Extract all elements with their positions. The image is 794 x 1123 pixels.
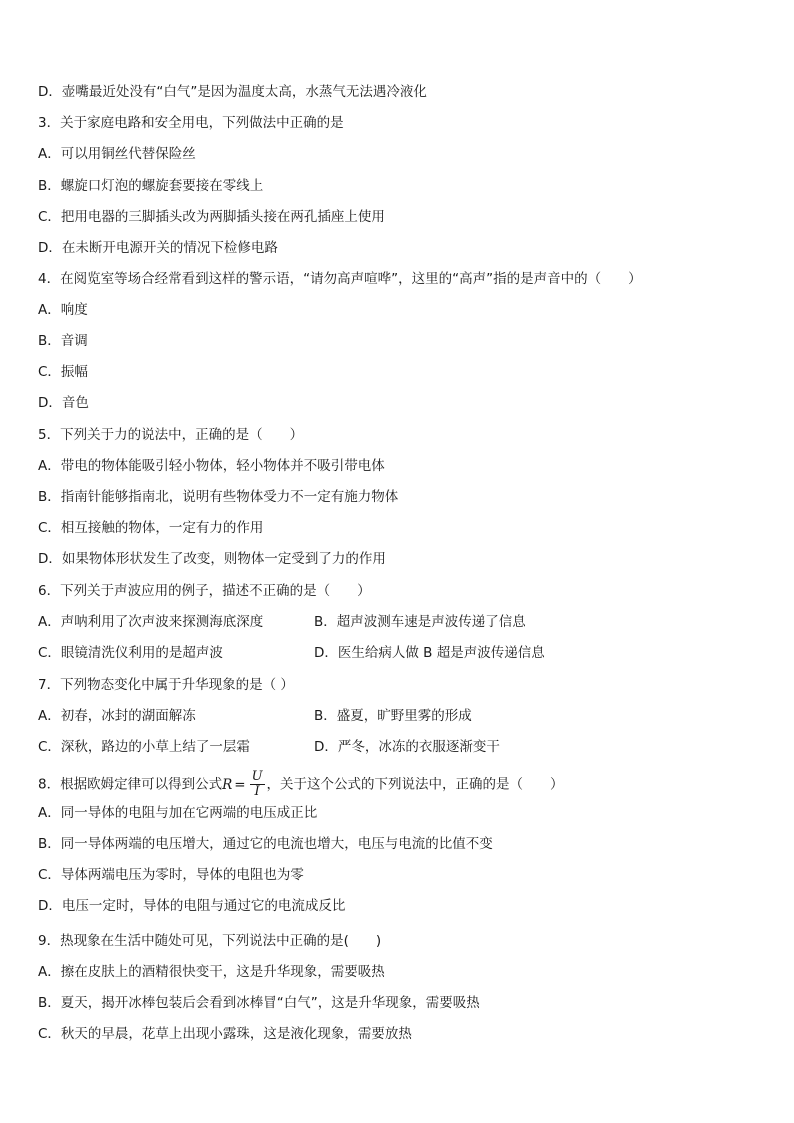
text-segment: C．眼镜清洗仪利用的是超声波 [38, 645, 223, 661]
text-line [38, 426, 756, 444]
text-line [38, 177, 756, 195]
text-segment: 8．根据欧姆定律可以得到公式 [38, 776, 223, 793]
text-line [38, 1025, 756, 1043]
text-segment: 9．热现象在生活中随处可见，下列说法中正确的是( ) [38, 933, 382, 949]
text-line [38, 738, 756, 756]
text-line [38, 804, 756, 822]
text-segment: A．响度 [38, 302, 88, 318]
text-line [38, 550, 756, 568]
option-right: D．医生给病人做 B 超是声波传递信息 [314, 645, 545, 661]
text-segment: 3．关于家庭电路和安全用电，下列做法中正确的是 [38, 115, 344, 131]
text-line [38, 457, 756, 475]
text-segment: A．带电的物体能吸引轻小物体，轻小物体并不吸引带电体 [38, 458, 385, 474]
text-line [38, 835, 756, 853]
text-segment: 4．在阅览室等场合经常看到这样的警示语，“请勿高声喧哗”，这里的“高声”指的是声音中的（ ） [38, 271, 642, 287]
text-line [38, 582, 756, 600]
text-segment: B．指南针能够指南北，说明有些物体受力不一定有施力物体 [38, 489, 399, 505]
text-line [38, 519, 756, 537]
text-segment: C．相互接触的物体，一定有力的作用 [38, 520, 264, 536]
text-segment: C．导体两端电压为零时，导体的电阻也为零 [38, 867, 304, 883]
text-segment: A．声呐利用了次声波来探测海底深度 [38, 614, 264, 630]
text-segment: C．把用电器的三脚插头改为两脚插头接在两孔插座上使用 [38, 209, 385, 225]
text-line [38, 676, 756, 694]
text-segment: D．如果物体形状发生了改变，则物体一定受到了力的作用 [38, 551, 386, 567]
text-line [38, 770, 756, 799]
text-segment: C．深秋，路边的小草上结了一层霜 [38, 739, 250, 755]
text-segment: B．螺旋口灯泡的螺旋套要接在零线上 [38, 178, 264, 194]
text-line [38, 644, 756, 662]
formula-lhs: R [222, 776, 233, 793]
fraction-denominator: I [254, 784, 260, 799]
text-line [38, 488, 756, 506]
text-segment: B．夏天，揭开冰棒包装后会看到冰棒冒“白气”，这是升华现象，需要吸热 [38, 995, 480, 1011]
text-segment: 7．下列物态变化中属于升华现象的是（ ） [38, 677, 294, 693]
text-segment: B．同一导体两端的电压增大，通过它的电流也增大，电压与电流的比值不变 [38, 836, 493, 852]
text-segment: D．壶嘴最近处没有“白气”是因为温度太高，水蒸气无法遇冷液化 [38, 84, 427, 100]
text-segment: ，关于这个公式的下列说法中，正确的是（ ） [266, 776, 564, 793]
fraction-numerator: U [251, 769, 263, 784]
text-segment: D．音色 [38, 395, 89, 411]
text-line [38, 394, 756, 412]
text-line [38, 332, 756, 350]
text-line [38, 208, 756, 226]
text-line [38, 707, 756, 725]
text-line [38, 994, 756, 1012]
text-segment: D．电压一定时，导体的电阻与通过它的电流成反比 [38, 898, 346, 914]
text-line [38, 83, 756, 101]
text-line [38, 239, 756, 257]
text-segment: C．秋天的早晨，花草上出现小露珠，这是液化现象，需要放热 [38, 1026, 412, 1042]
text-segment: B．音调 [38, 333, 88, 349]
text-line [38, 363, 756, 381]
text-line [38, 114, 756, 132]
formula-equals: = [234, 776, 246, 793]
text-segment: 6．下列关于声波应用的例子，描述不正确的是（ ） [38, 583, 371, 599]
text-segment: 5．下列关于力的说法中，正确的是（ ） [38, 427, 304, 443]
option-right: D．严冬，冰冻的衣服逐渐变干 [314, 739, 500, 755]
text-segment: A．可以用铜丝代替保险丝 [38, 146, 196, 162]
text-line [38, 866, 756, 884]
text-line [38, 932, 756, 950]
text-segment: A．擦在皮肤上的酒精很快变干，这是升华现象，需要吸热 [38, 964, 385, 980]
text-line [38, 897, 756, 915]
text-line [38, 145, 756, 163]
text-segment: C．振幅 [38, 364, 88, 380]
text-line [38, 301, 756, 319]
text-segment: A．初春，冰封的湖面解冻 [38, 708, 196, 724]
text-segment: A．同一导体的电阻与加在它两端的电压成正比 [38, 805, 318, 821]
formula [222, 769, 266, 799]
option-right: B．超声波测车速是声波传递了信息 [314, 614, 526, 630]
option-right: B．盛夏，旷野里雾的形成 [314, 708, 472, 724]
text-line [38, 270, 756, 288]
text-line [38, 963, 756, 981]
text-segment: D．在未断开电源开关的情况下检修电路 [38, 240, 278, 256]
fraction [250, 770, 265, 799]
text-line [38, 613, 756, 631]
